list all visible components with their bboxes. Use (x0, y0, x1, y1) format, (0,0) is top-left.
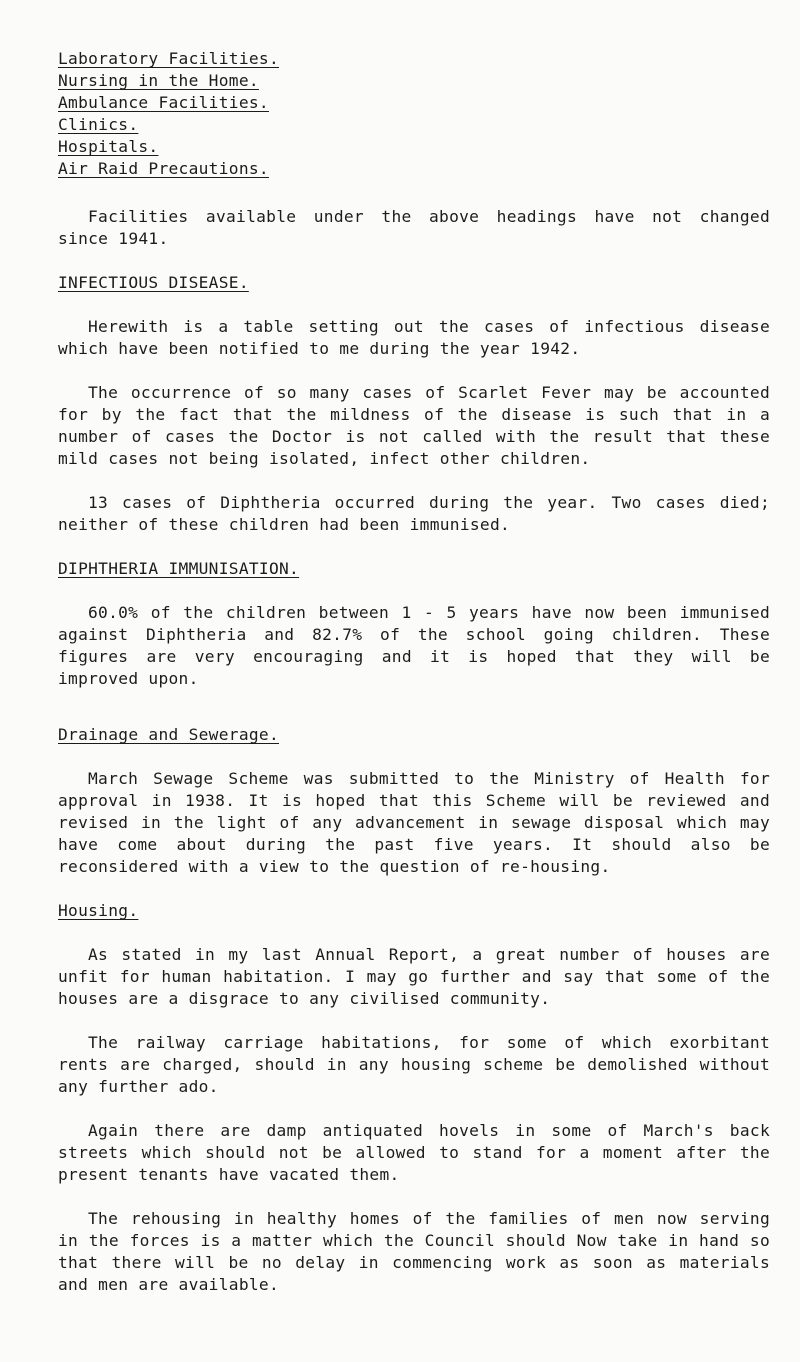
toc-item-ambulance: Ambulance Facilities. (58, 93, 269, 112)
housing-paragraph-4: The rehousing in healthy homes of the families of men now serving in the forces is a matter which the Council should Now take in hand so that there will be no delay in commencing work as soon as materials and men are available. (58, 1209, 770, 1294)
immunisation-paragraph-1: 60.0% of the children between 1 - 5 years have now been immunised against Diphtheria and 82.7% of the school going children. These figures are very encouraging and it is hoped that they will be improved upon. (58, 603, 770, 688)
infectious-paragraph-3: 13 cases of Diphtheria occurred during the year. Two cases died; neither of these children had been immunised. (58, 493, 770, 534)
heading-infectious-disease: INFECTIOUS DISEASE. (58, 273, 249, 292)
housing-paragraph-1: As stated in my last Annual Report, a great number of houses are unfit for human habitation. I may go further and say that some of the houses are a disgrace to any civilised community. (58, 945, 770, 1008)
heading-housing: Housing. (58, 901, 139, 920)
toc-item-clinics: Clinics. (58, 115, 139, 134)
toc-item-air-raid: Air Raid Precautions. (58, 159, 269, 178)
toc-item-nursing: Nursing in the Home. (58, 71, 259, 90)
toc-item-laboratory: Laboratory Facilities. (58, 49, 280, 68)
heading-diphtheria-immunisation: DIPHTHERIA IMMUNISATION. (58, 559, 300, 578)
housing-paragraph-3: Again there are damp antiquated hovels in some of March's back streets which should not be allowed to stand for a moment after the present tenants have vacated them. (58, 1121, 770, 1184)
section-list (58, 48, 770, 180)
toc-item-hospitals: Hospitals. (58, 137, 159, 156)
infectious-paragraph-2: The occurrence of so many cases of Scarlet Fever may be accounted for by the fact that the mildness of the disease is such that in a number of cases the Doctor is not called with the result that these mild cases not being isolated, infect other children. (58, 383, 770, 468)
housing-paragraph-2: The railway carriage habitations, for some of which exorbitant rents are charged, should in any housing scheme be demolished without any further ado. (58, 1033, 770, 1096)
intro-paragraph: Facilities available under the above headings have not changed since 1941. (58, 207, 770, 248)
heading-drainage-sewerage: Drainage and Sewerage. (58, 725, 280, 744)
drainage-paragraph-1: March Sewage Scheme was submitted to the Ministry of Health for approval in 1938. It is hoped that this Scheme will be reviewed and revised in the light of any advancement in sewage disposal which may have come about during the past five years. It should also be reconsidered with a view to the question of re-housing. (58, 769, 770, 876)
infectious-paragraph-1: Herewith is a table setting out the cases of infectious disease which have been notified to me during the year 1942. (58, 317, 770, 358)
